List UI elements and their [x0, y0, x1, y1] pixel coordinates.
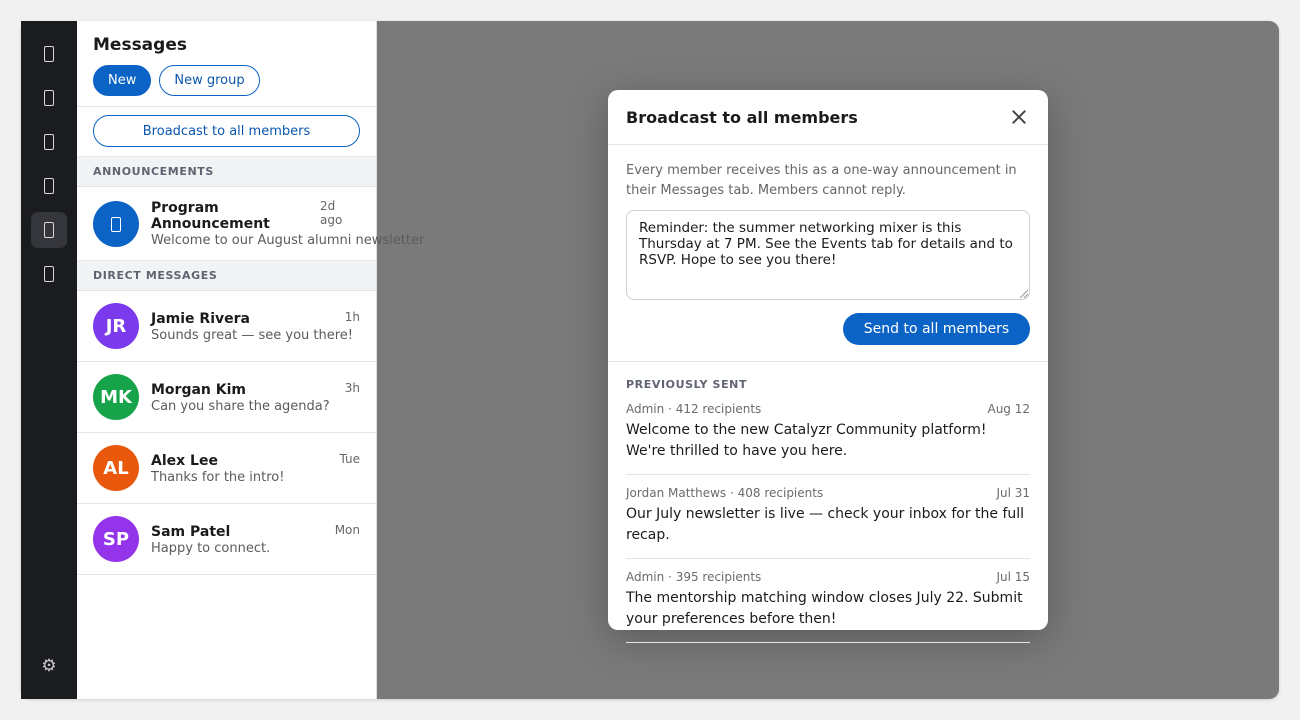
- conversation-item[interactable]: [77, 504, 376, 575]
- previously-sent-heading: PREVIOUSLY SENT: [626, 378, 748, 391]
- messages-icon[interactable]: [31, 212, 67, 248]
- avatar: MK: [93, 374, 139, 420]
- settings-gear-icon[interactable]: ⚙: [41, 656, 57, 676]
- broadcast-modal: [608, 90, 1048, 630]
- sent-item: [626, 559, 1030, 643]
- announcement-time: 2d ago: [320, 199, 343, 227]
- new-group-button[interactable]: New group: [159, 65, 259, 96]
- modal-header: [608, 90, 1048, 145]
- previously-sent-section: [608, 378, 1048, 643]
- broadcast-message-input[interactable]: [626, 210, 1030, 300]
- sent-sender: Admin · 412 recipients: [626, 402, 762, 416]
- sidebar-header: [77, 21, 376, 107]
- conversation-time: Tue: [339, 452, 360, 466]
- new-message-button[interactable]: New: [93, 65, 151, 96]
- nav-icon-4[interactable]: [31, 168, 67, 204]
- avatar: JR: [93, 303, 139, 349]
- announcements-heading: ANNOUNCEMENTS: [77, 157, 376, 187]
- conversation-preview: Can you share the agenda?: [151, 399, 330, 414]
- sent-item: [626, 475, 1030, 559]
- conversation-preview: Happy to connect.: [151, 541, 271, 556]
- avatar: SP: [93, 516, 139, 562]
- nav-icon-2[interactable]: [31, 80, 67, 116]
- nav-icon-3-glyph: [44, 134, 54, 150]
- icon-rail: [21, 21, 77, 699]
- conversation-time: 1h: [344, 310, 360, 324]
- conversation-preview: Sounds great — see you there!: [151, 328, 354, 343]
- conversation-preview: Thanks for the intro!: [151, 470, 285, 485]
- sent-date: Aug 12: [987, 402, 1030, 416]
- nav-icon-2-glyph: [44, 90, 54, 106]
- nav-icon-1-glyph: [44, 46, 54, 62]
- nav-icon-3[interactable]: [31, 124, 67, 160]
- direct-messages-heading: DIRECT MESSAGES: [77, 261, 376, 291]
- sent-meta: [626, 402, 1030, 416]
- modal-title: Broadcast to all members: [626, 108, 858, 127]
- conversation-name: Morgan Kim: [151, 382, 246, 398]
- megaphone-icon: [111, 217, 121, 232]
- sent-item: [626, 391, 1030, 475]
- nav-icon-1[interactable]: [31, 36, 67, 72]
- sent-date: Jul 31: [996, 486, 1030, 500]
- conversation-item[interactable]: [77, 291, 376, 362]
- conversation-time: Mon: [334, 523, 360, 537]
- announcement-item[interactable]: [77, 187, 425, 261]
- nav-icon-6[interactable]: [31, 256, 67, 292]
- sent-body: Welcome to the new Catalyzr Community platform! We're thrilled to have you here.: [626, 422, 987, 459]
- modal-description: Every member receives this as a one-way announcement in their Messages tab. Members cannot reply.: [626, 163, 1017, 198]
- nav-icon-6-glyph: [44, 266, 54, 282]
- avatar: AL: [93, 445, 139, 491]
- page-title: Messages: [93, 35, 187, 55]
- messages-icon-glyph: [44, 222, 54, 238]
- sidebar-actions: [93, 65, 360, 96]
- close-icon[interactable]: [1008, 106, 1030, 128]
- sent-sender: Admin · 395 recipients: [626, 570, 762, 584]
- announcement-name: Program Announcement: [151, 200, 270, 232]
- broadcast-wrap: [77, 107, 376, 157]
- conversation-time: 3h: [344, 381, 360, 395]
- announcement-preview: Welcome to our August alumni newsletter: [151, 233, 425, 248]
- sent-body: The mentorship matching window closes July 22. Submit your preferences before then!: [626, 590, 1023, 627]
- sent-date: Jul 15: [996, 570, 1030, 584]
- messages-sidebar: [77, 21, 425, 699]
- broadcast-button[interactable]: Broadcast to all members: [93, 115, 360, 147]
- conversation-name: Jamie Rivera: [151, 311, 250, 327]
- sent-body: Our July newsletter is live — check your inbox for the full recap.: [626, 506, 1025, 543]
- conversation-name: Alex Lee: [151, 453, 218, 469]
- conversation-name: Sam Patel: [151, 524, 231, 540]
- nav-icon-4-glyph: [44, 178, 54, 194]
- sent-meta: [626, 486, 1030, 500]
- compose-section: [608, 145, 1048, 362]
- sent-meta: [626, 570, 1030, 584]
- sent-sender: Jordan Matthews · 408 recipients: [626, 486, 824, 500]
- send-to-all-button[interactable]: Send to all members: [843, 313, 1030, 345]
- announcement-avatar: [93, 201, 139, 247]
- conversation-item[interactable]: [77, 433, 376, 504]
- resize-handle-icon[interactable]: [1020, 290, 1028, 298]
- conversation-item[interactable]: [77, 362, 376, 433]
